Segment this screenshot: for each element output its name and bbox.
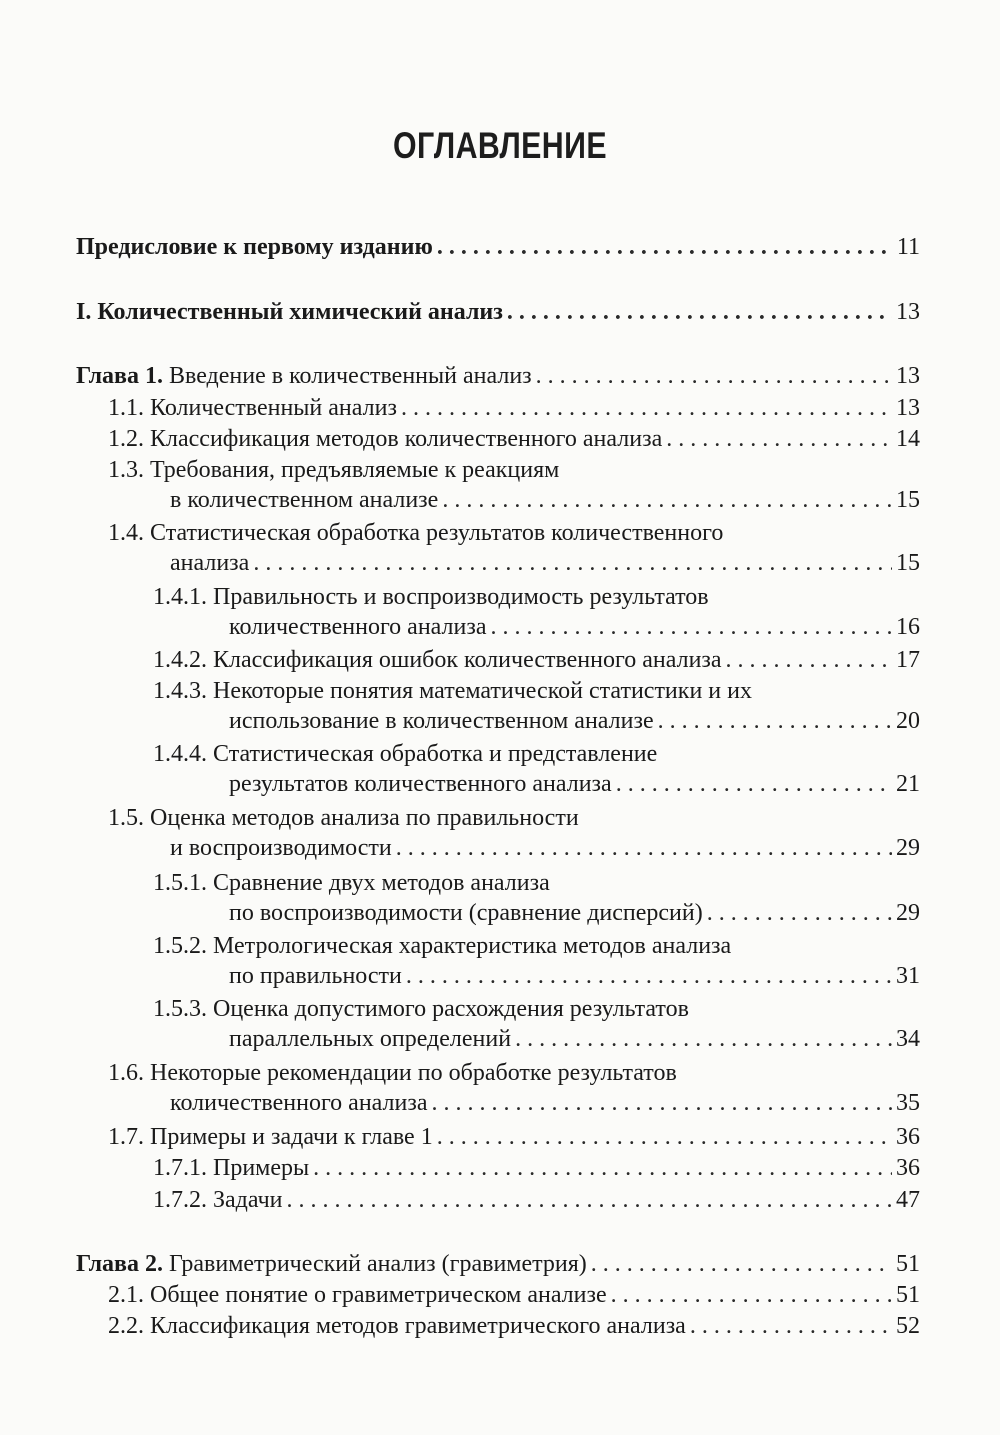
toc-page-number: 36 [896,1124,920,1150]
toc-page-number: 21 [896,771,920,797]
toc-page-number: 13 [896,363,920,389]
toc-entry-text: 1.2. Классификация методов количественного анализа [108,426,663,452]
leader-dots [536,361,892,391]
toc-entry[interactable] [0,232,920,262]
toc-entry[interactable] [0,424,920,454]
toc-entry[interactable] [0,1122,920,1152]
toc-entry[interactable] [0,582,920,642]
toc-entry[interactable] [0,676,920,736]
toc-page-number: 20 [896,708,920,734]
leader-dots [401,393,892,423]
toc-entry-text: 1.4.3. Некоторые понятия математической статистики и их [153,678,752,704]
toc-entry-text: использование в количественном анализе [229,708,654,734]
toc-entry[interactable] [0,518,920,578]
leader-dots [507,297,892,327]
toc-page-number: 15 [896,487,920,513]
toc-entry-text: и воспроизводимости [170,835,392,861]
toc-entry-text: 1.4.4. Статистическая обработка и представление [153,741,658,767]
toc-entry-text: количественного анализа [170,1090,428,1116]
toc-entry[interactable] [0,297,920,327]
toc-entry-text: количественного анализа [229,614,487,640]
toc-entry[interactable] [0,1311,920,1341]
toc-entry[interactable] [0,1185,920,1215]
toc-entry[interactable] [0,1153,920,1183]
toc-entry[interactable] [0,361,920,391]
toc-entry-text: анализа [170,550,250,576]
chapter-label: Глава 1. [76,363,163,389]
toc-entry-text: 1.7. Примеры и задачи к главе 1 [108,1124,433,1150]
toc-entry-text: по воспроизводимости (сравнение дисперсий) [229,900,703,926]
leader-dots [313,1153,892,1183]
toc-entry-text: Предисловие к первому изданию [76,234,433,260]
toc-entry[interactable] [0,803,920,863]
leader-dots [253,548,892,578]
leader-dots [442,485,892,515]
toc-entry[interactable] [0,393,920,423]
toc-entry[interactable] [0,739,920,799]
leader-dots [611,1280,892,1310]
toc-page-number: 47 [896,1187,920,1213]
toc-entry-text: 2.2. Классификация методов гравиметрического анализа [108,1313,686,1339]
leader-dots [707,898,892,928]
toc-entry-text: по правильности [229,963,402,989]
toc-page-number: 52 [896,1313,920,1339]
toc-entry[interactable] [0,1249,920,1279]
leader-dots [616,769,892,799]
leader-dots [437,1122,892,1152]
toc-page-number: 11 [896,234,920,260]
toc-page-number: 29 [896,900,920,926]
toc-entry-text: параллельных определений [229,1026,512,1052]
toc-entry-text: 1.5.3. Оценка допустимого расхождения результатов [153,996,689,1022]
leader-dots [396,833,892,863]
toc-page-number: 17 [896,647,920,673]
toc-page-number: 14 [896,426,920,452]
leader-dots [658,706,892,736]
leader-dots [491,612,893,642]
leader-dots [690,1311,892,1341]
toc-entry-text: 1.5.1. Сравнение двух методов анализа [153,870,550,896]
toc-entry-text: 1.7.1. Примеры [153,1155,310,1181]
toc-page-number: 51 [896,1282,920,1308]
leader-dots [287,1185,893,1215]
leader-dots [726,645,892,675]
toc-entry[interactable] [0,455,920,515]
toc-page-number: 35 [896,1090,920,1116]
toc-entry[interactable] [0,1280,920,1310]
toc-entry-text: 2.1. Общее понятие о гравиметрическом анализе [108,1282,607,1308]
toc-page-number: 13 [896,299,920,325]
toc-entry-text: 1.4.1. Правильность и воспроизводимость результатов [153,584,709,610]
toc-entry-text: 1.7.2. Задачи [153,1187,283,1213]
toc-entry-text: 1.5.2. Метрологическая характеристика методов анализа [153,933,732,959]
toc-entry-text: I. Количественный химический анализ [76,299,503,325]
toc-entry-text: в количественном анализе [170,487,439,513]
toc-entry-text: 1.4. Статистическая обработка результатов количественного [108,520,724,546]
toc-entry-text: Введение в количественный анализ [169,363,532,389]
toc-page-number: 15 [896,550,920,576]
page-title: ОГЛАВЛЕНИЕ [393,125,607,166]
toc-page-number: 34 [896,1026,920,1052]
toc-entry-text: 1.4.2. Классификация ошибок количественного анализа [153,647,722,673]
leader-dots [437,232,893,262]
toc-entry[interactable] [0,994,920,1054]
leader-dots [666,424,892,454]
toc-page-number: 31 [896,963,920,989]
toc-page-number: 16 [896,614,920,640]
toc-page-number: 29 [896,835,920,861]
toc-entry[interactable] [0,645,920,675]
toc-page-number: 36 [896,1155,920,1181]
leader-dots [432,1088,893,1118]
toc-page-number: 51 [896,1251,920,1277]
toc-entry-text: 1.1. Количественный анализ [108,395,397,421]
toc-page-number: 13 [896,395,920,421]
leader-dots [515,1024,892,1054]
toc-entry-text: результатов количественного анализа [229,771,612,797]
leader-dots [406,961,892,991]
chapter-label: Глава 2. [76,1251,163,1277]
toc-entry-text: 1.3. Требования, предъявляемые к реакциям [108,457,560,483]
toc-entry-text: Гравиметрический анализ (гравиметрия) [169,1251,587,1277]
toc-entry[interactable] [0,931,920,991]
toc-entry-text: 1.5. Оценка методов анализа по правильности [108,805,579,831]
leader-dots [591,1249,892,1279]
toc-entry[interactable] [0,868,920,928]
toc-entry-text: 1.6. Некоторые рекомендации по обработке результатов [108,1060,677,1086]
toc-entry[interactable] [0,1058,920,1118]
